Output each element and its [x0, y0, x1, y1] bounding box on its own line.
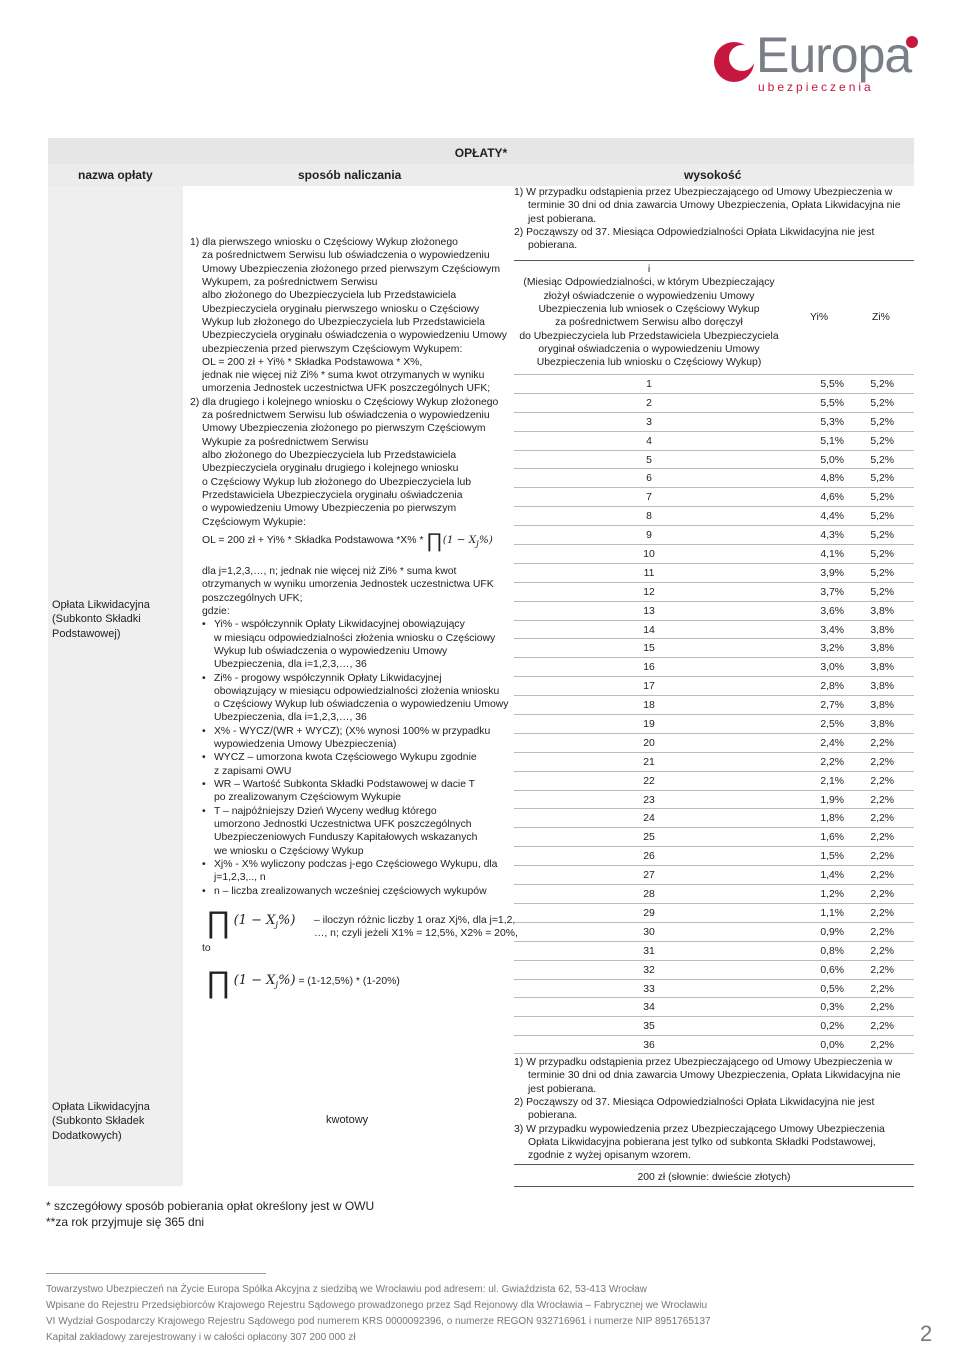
calc-line: za pośrednictwem Serwisu lub oświadczenia o wypowiedzeniu: [202, 410, 490, 422]
product-sub: j: [275, 920, 279, 931]
rate-yi: 5,5%: [820, 379, 844, 390]
table-row: [514, 979, 914, 998]
rate-zi: 2,2%: [870, 851, 894, 863]
table-row: [514, 582, 914, 601]
product-sub: j: [275, 980, 279, 991]
calc-line: za pośrednictwem Serwisu lub oświadczenia o wypowiedzeniu: [202, 250, 490, 262]
fee1-name-line: Opłata Likwidacyjna: [52, 599, 150, 611]
calc-line: Wykup lub złożonego do Ubezpieczyciela lub Przedstawiciela: [202, 316, 485, 328]
table-row: [514, 563, 914, 582]
footnote: **za rok przyjmuje się 365 dni: [46, 1215, 205, 1230]
rate-zi: 2,2%: [870, 1021, 894, 1033]
table-row: [514, 620, 914, 639]
rate-month: 3: [646, 416, 652, 428]
rate-month: 10: [643, 549, 655, 561]
rate-head-i: [514, 263, 784, 370]
definitions-list: [190, 618, 510, 898]
product-example-1: [206, 904, 295, 942]
rate-month: 5: [646, 454, 652, 466]
example2-text: = (1-12,5%) * (1-20%): [298, 976, 400, 987]
table-row: [514, 506, 914, 525]
name-column: [48, 186, 183, 1186]
calc-line: Ubezpieczyciela oryginału oświadczenia o wypowiedzeniu Umowy: [202, 330, 507, 342]
rate-zi: 3,8%: [870, 719, 894, 731]
rate-month: 31: [643, 945, 655, 957]
rate-month: 1: [646, 379, 652, 390]
rate-month: 29: [643, 907, 655, 919]
list-item: • T – najpóźniejszy Dzień Wyceny według którego umorzono Jednostki Uczestnictwa UFK poszczególnych Ubezpieczeniowych Funduszy Kapitałowych wskazanych we wniosku o Częściowy Wykup: [202, 805, 510, 858]
rate-zi: 3,8%: [870, 624, 894, 636]
rate-month: 20: [643, 737, 655, 749]
calc-line: albo złożonego do Ubezpieczyciela lub Przedstawiciela: [202, 450, 457, 461]
rate-zi: 5,2%: [870, 549, 894, 561]
product-term: (1 − X: [442, 533, 477, 546]
table-row: [514, 638, 914, 657]
rate-yi: 0,2%: [820, 1021, 844, 1033]
rate-head-line: Ubezpieczenia lub wniosek o Częściowy Wykup: [538, 303, 760, 315]
rate-zi: 5,2%: [870, 454, 894, 466]
product-symbol-icon: ∏: [206, 966, 231, 999]
calc-line: OL = 200 zł + Yi% * Składka Podstawowa * X%,: [202, 356, 423, 368]
calc-line: jednak nie więcej niż Zi% * suma kwot otrzymanych w wyniku: [202, 370, 485, 382]
rate-yi: 1,1%: [820, 907, 844, 919]
rate-zi: 5,2%: [870, 511, 894, 523]
footer-line: Wpisane do Rejestru Przedsiębiorców Krajowego Rejestru Sądowego prowadzonego przez Sąd Rejonowy dla Wrocławia – Fabrycznej we Wrocławiu: [46, 1300, 708, 1311]
fee2-calc: kwotowy: [326, 1114, 369, 1126]
rate-head-z: Zi%: [872, 312, 890, 323]
calc-line: 1) dla pierwszego wniosku o Częściowy Wykup złożonego: [190, 237, 458, 248]
product-term: (1 − X: [233, 973, 276, 988]
rate-head-line: za pośrednictwem Serwisu albo doręczył: [555, 317, 743, 329]
rate-zi: 3,8%: [870, 662, 894, 674]
table-bottom-border: [514, 1186, 914, 1187]
rate-yi: 1,8%: [820, 813, 844, 825]
rate-zi: 5,2%: [870, 379, 894, 390]
rate-yi: 5,5%: [820, 397, 844, 409]
rate-month: 21: [643, 756, 655, 768]
fee1-name-line: Podstawowej): [52, 627, 121, 640]
rate-yi: 1,4%: [820, 870, 844, 882]
rate-month: 6: [646, 473, 652, 485]
rate-yi: 3,9%: [820, 567, 844, 579]
formula-text: OL = 200 zł + Yi% * Składka Podstawowa *X% *: [202, 534, 424, 546]
table-row: [514, 846, 914, 865]
footer-line: VI Wydział Gospodarczy Krajowego Rejestru Sądowego pod numerem KRS 0000092396, o numerze REGON 932716961 i numerze NIP 8951765137: [46, 1316, 711, 1327]
rate-zi: 2,2%: [870, 737, 894, 749]
rate-month: 16: [643, 662, 655, 674]
fee2-name-line: Dodatkowych): [52, 1129, 122, 1142]
bottom-notes: [514, 1053, 914, 1163]
rate-head-line: złożył oświadczenie o wypowiedzeniu Umowy: [543, 290, 755, 302]
rate-table-head: [514, 260, 914, 369]
table-column-headers: [48, 164, 914, 186]
table-row: [514, 771, 914, 790]
rate-yi: 5,1%: [820, 435, 844, 447]
rate-zi: 2,2%: [870, 926, 894, 938]
rate-yi: 5,3%: [820, 416, 844, 428]
rate-zi: 5,2%: [870, 397, 894, 409]
fee1-calc: [190, 236, 510, 554]
table-row: [514, 733, 914, 752]
rate-zi: 2,2%: [870, 1040, 894, 1052]
calc-line: Ubezpieczyciela oryginału drugiego i kolejnego wniosku: [202, 463, 459, 475]
rate-yi: 4,8%: [820, 473, 844, 485]
table-row: [514, 431, 914, 450]
rate-month: 23: [643, 794, 655, 806]
value-note: 1) W przypadku odstąpienia przez Ubezpieczającego od Umowy Ubezpieczenia w terminie 30 dni od dnia zawarcia Umowy Ubezpieczenia, Opłata Likwidacyjna nie jest pobierana.: [514, 187, 901, 225]
rate-month: 7: [646, 492, 652, 504]
fee2-name-line: Opłata Likwidacyjna: [52, 1101, 150, 1113]
example-to: to: [202, 943, 211, 954]
rate-yi: 3,0%: [820, 662, 844, 674]
rate-month: 13: [643, 605, 655, 617]
table-row: [514, 865, 914, 884]
rate-month: 19: [643, 719, 655, 731]
table-row: [514, 695, 914, 714]
calc-line: o wypowiedzeniu Umowy Ubezpieczenia po pierwszym: [202, 503, 457, 515]
rate-yi: 4,1%: [820, 549, 844, 561]
rate-yi: 1,2%: [820, 889, 844, 901]
col-header-name: nazwa opłaty: [78, 168, 153, 182]
rate-zi: 2,2%: [870, 775, 894, 787]
rate-yi: 0,0%: [820, 1040, 844, 1052]
fee1-calc-after: [190, 565, 510, 898]
table-row: [514, 487, 914, 506]
table-row: [514, 960, 914, 979]
rate-month: 30: [643, 926, 655, 938]
example-line: – iloczyn różnic liczby 1 oraz Xj%, dla j=1,2,: [314, 915, 516, 926]
rate-yi: 0,6%: [820, 964, 844, 976]
list-item: • WR – Wartość Subkonta Składki Podstawowej w dacie T po zrealizowanym Częściowym Wykupie: [202, 778, 510, 805]
calc-line: 2) dla drugiego i kolejnego wniosku o Częściowy Wykup złożonego: [190, 396, 499, 408]
product-term2: %): [278, 973, 296, 988]
calc-line: Przedstawiciela Ubezpieczyciela oryginału oświadczenia: [202, 489, 463, 501]
table-row: [514, 525, 914, 544]
table-row: [514, 468, 914, 487]
page-number: 2: [920, 1321, 933, 1346]
rate-yi: 0,5%: [820, 983, 844, 995]
calc-line: poszczególnych UFK;: [202, 592, 303, 604]
fee2-name-line: (Subkonto Składek: [52, 1115, 145, 1128]
rate-zi: 3,8%: [870, 643, 894, 655]
brand-name: Europa: [756, 27, 912, 83]
rate-zi: 2,2%: [870, 889, 894, 901]
rate-yi: 2,1%: [820, 775, 844, 787]
bottom-note: 1) W przypadku odstąpienia przez Ubezpieczającego od Umowy Ubezpieczenia w terminie 30 dni od dnia zawarcia Umowy Ubezpieczenia, Opłata Likwidacyjna nie jest pobierana.: [514, 1057, 901, 1095]
rate-yi: 1,6%: [820, 832, 844, 844]
table-row: [514, 941, 914, 960]
calc-line: albo złożonego do Ubezpieczyciela lub Przedstawiciela: [202, 290, 457, 302]
rate-month: 26: [643, 851, 655, 863]
rate-head-line: i: [647, 264, 651, 275]
example1-text: [314, 914, 518, 941]
rate-zi: 2,2%: [870, 983, 894, 995]
rate-yi: 1,5%: [820, 851, 844, 863]
rate-yi: 3,4%: [820, 624, 844, 636]
calc-line: umorzenia Jednostek uczestnictwa UFK poszczególnych UFK;: [202, 383, 491, 395]
product-example-2: [206, 964, 400, 1002]
rate-zi: 5,2%: [870, 530, 894, 542]
fee1-name: [52, 598, 150, 641]
rate-month: 11: [643, 567, 655, 579]
product-symbol-icon: ∏: [206, 906, 231, 939]
rate-head-line: oryginał oświadczenia o wypowiedzeniu Umowy: [538, 343, 760, 355]
table-row: [514, 903, 914, 922]
footer-divider: [46, 1273, 266, 1274]
rate-yi: 3,7%: [820, 586, 844, 598]
rate-zi: 2,2%: [870, 813, 894, 825]
fee2-name: [52, 1100, 150, 1143]
rate-month: 28: [643, 889, 655, 901]
rate-month: 25: [643, 832, 655, 844]
bottom-note: 3) W przypadku wypowiedzenia przez Ubezpieczającego Umowy Ubezpieczenia Opłata Likwidacyjna pobierana jest tylko od subkonta Składki Podstawowej, zgodnie z wyżej opisanym wzorem.: [514, 1123, 885, 1162]
table-row: [514, 808, 914, 827]
rate-yi: 2,7%: [820, 700, 844, 712]
rate-zi: 2,2%: [870, 870, 894, 882]
table-row: [514, 827, 914, 846]
calc-line: o Częściowy Wykup lub złożonego do Ubezpieczyciela lub: [202, 476, 472, 488]
rate-yi: 0,3%: [820, 1002, 844, 1014]
footnotes: [46, 1198, 374, 1230]
rate-table: [514, 374, 914, 1054]
rate-zi: 2,2%: [870, 945, 894, 957]
list-item: • Zi% - progowy współczynnik Opłaty Likwidacyjnej obowiązujący w miesiącu odpowiedzialności złożenia wniosku o Częściowy Wykup lub oświadczenia o wypowiedzeniu Umowy Ubezpieczenia, dla i=1,2,3,…, 36: [202, 672, 510, 725]
footer-line: Kapitał zakładowy zarejestrowany i w całości opłacony 307 200 000 zł: [46, 1332, 356, 1343]
product-symbol-icon: ∏: [426, 529, 443, 552]
table-row: [514, 1035, 914, 1054]
list-item: • Yi% - współczynnik Opłaty Likwidacyjnej obowiązujący w miesiącu odpowiedzialności złożenia wniosku o Częściowy Wykup lub oświadczenia o wypowiedzeniu Umowy Ubezpieczenia, dla i=1,2,3,…, 36: [202, 618, 510, 671]
rate-month: 15: [643, 643, 655, 655]
table-row: [514, 657, 914, 676]
rate-zi: 5,2%: [870, 492, 894, 504]
rate-yi: 5,0%: [820, 454, 844, 466]
table-row: [514, 997, 914, 1016]
rate-month: 35: [643, 1021, 655, 1033]
calc-line: Ubezpieczyciela oryginału pierwszego wniosku o Częściowy: [202, 303, 480, 315]
calc-line: Wykupie za pośrednictwem Serwisu: [202, 436, 369, 448]
rate-zi: 2,2%: [870, 756, 894, 768]
rate-head-line: Ubezpieczenia lub wniosku o Częściowy Wykup): [536, 357, 762, 369]
rate-month: 27: [643, 870, 655, 882]
rate-month: 8: [646, 511, 652, 523]
calc-line: otrzymanych w wyniku umorzenia Jednostek uczestnictwa UFK: [202, 579, 494, 591]
rate-yi: 2,2%: [820, 756, 844, 768]
rate-zi: 5,2%: [870, 435, 894, 447]
rate-yi: 3,6%: [820, 605, 844, 617]
table-row: [514, 752, 914, 771]
value-notes: [514, 186, 914, 253]
rate-yi: 0,8%: [820, 945, 844, 957]
table-row: [514, 790, 914, 809]
rate-zi: 3,8%: [870, 700, 894, 712]
col-header-value: wysokość: [684, 168, 742, 182]
rate-yi: 0,9%: [820, 926, 844, 938]
rate-month: 4: [646, 435, 652, 447]
rate-head-line: do Ubezpieczyciela lub Przedstawiciela Ubezpieczyciela: [519, 330, 779, 342]
product-term2: %): [478, 533, 493, 546]
table-row: [514, 393, 914, 412]
rate-month: 17: [643, 681, 655, 693]
calc-line: Umowy Ubezpieczenia złożonego po pierwszym Częściowym: [202, 423, 486, 435]
table-row: [514, 601, 914, 620]
rate-yi: 2,5%: [820, 719, 844, 731]
rate-month: 32: [643, 964, 655, 976]
table-row: [514, 676, 914, 695]
rate-month: 34: [643, 1002, 655, 1014]
col-header-calc: sposób naliczania: [298, 168, 402, 182]
rate-month: 36: [643, 1040, 655, 1052]
rate-zi: 3,8%: [870, 605, 894, 617]
value-note: 2) Począwszy od 37. Miesiąca Odpowiedzialności Opłata Likwidacyjna nie jest pobierana.: [514, 226, 875, 252]
calc-line: Wykupem, za pośrednictwem Serwisu: [202, 276, 378, 288]
rate-zi: 5,2%: [870, 416, 894, 428]
table-row: [514, 1016, 914, 1035]
rate-yi: 4,3%: [820, 530, 844, 542]
table-row: [514, 714, 914, 733]
footnote: * szczegółowy sposób pobierania opłat określony jest w OWU: [46, 1199, 375, 1213]
rate-yi: 1,9%: [820, 794, 844, 806]
rate-zi: 5,2%: [870, 567, 894, 579]
table-row: [514, 884, 914, 903]
calc-line: dla j=1,2,3,…, n; jednak nie więcej niż Zi% * suma kwot: [202, 566, 457, 577]
rate-yi: 4,4%: [820, 511, 844, 523]
brand-sub: ubezpieczenia: [758, 80, 874, 94]
rate-head-y: Yi%: [810, 312, 829, 323]
rate-zi: 2,2%: [870, 907, 894, 919]
table-row: [514, 922, 914, 941]
product-sub: j: [476, 538, 479, 549]
rate-month: 33: [643, 983, 655, 995]
list-item: • X% - WYCZ/(WR + WYCZ); (X% wynosi 100% w przypadku wypowiedzenia Umowy Ubezpieczenia): [202, 725, 510, 752]
fee1-name-line: (Subkonto Składki: [52, 613, 141, 626]
rate-head-line: (Miesiąc Odpowiedzialności, w którym Ubezpieczający: [523, 277, 775, 289]
example-line: …, n; czyli jeżeli X1% = 12,5%, X2% = 20%,: [314, 928, 518, 940]
calc-line: Częściowym Wykupie:: [202, 516, 306, 528]
calc-line: gdzie:: [202, 605, 230, 617]
rate-yi: 3,2%: [820, 643, 844, 655]
row-divider: [514, 1164, 914, 1165]
table-row: [514, 374, 914, 393]
list-item: • Xj% - X% wyliczony podczas j-ego Częściowego Wykupu, dla j=1,2,3,.., n: [202, 858, 510, 885]
rate-month: 24: [643, 813, 655, 825]
rate-month: 22: [643, 775, 655, 787]
table-row: [514, 450, 914, 469]
rate-zi: 5,2%: [870, 473, 894, 485]
product-term: (1 − X: [233, 913, 276, 928]
rate-zi: 2,2%: [870, 964, 894, 976]
rate-zi: 2,2%: [870, 1002, 894, 1014]
rate-month: 12: [643, 586, 655, 598]
rate-month: 9: [646, 530, 652, 542]
footer-line: Towarzystwo Ubezpieczeń na Życie Europa Spółka Akcyjna z siedzibą we Wrocławiu pod adresem: ul. Gwiaździsta 62, 53-413 Wrocław: [46, 1284, 648, 1295]
rate-month: 18: [643, 700, 655, 712]
calc-line: ubezpieczenia przed pierwszym Częściowym Wykupem:: [202, 343, 463, 355]
rate-zi: 5,2%: [870, 586, 894, 598]
table-title: OPŁATY*: [48, 138, 914, 164]
fee2-value: 200 zł (słownie: dwieście złotych): [637, 1172, 791, 1183]
rate-yi: 2,4%: [820, 737, 844, 749]
bottom-note: 2) Począwszy od 37. Miesiąca Odpowiedzialności Opłata Likwidacyjna nie jest pobierana.: [514, 1096, 875, 1122]
rate-yi: 4,6%: [820, 492, 844, 504]
table-row: [514, 412, 914, 431]
rate-zi: 2,2%: [870, 794, 894, 806]
rate-yi: 2,8%: [820, 681, 844, 693]
list-item: • WYCZ – umorzona kwota Częściowego Wykupu zgodnie z zapisami OWU: [202, 751, 510, 778]
rate-month: 14: [643, 624, 655, 636]
rate-month: 2: [646, 397, 652, 409]
rate-zi: 2,2%: [870, 832, 894, 844]
formula-line: [190, 529, 510, 555]
list-item: • n – liczba zrealizowanych wcześniej częściowych wykupów: [202, 885, 510, 898]
table-row: [514, 544, 914, 563]
calc-line: Umowy Ubezpieczenia złożonego przed pierwszym Częściowym: [202, 263, 500, 275]
company-footer: [46, 1282, 711, 1346]
product-term2: %): [278, 913, 296, 928]
rate-zi: 3,8%: [870, 681, 894, 693]
